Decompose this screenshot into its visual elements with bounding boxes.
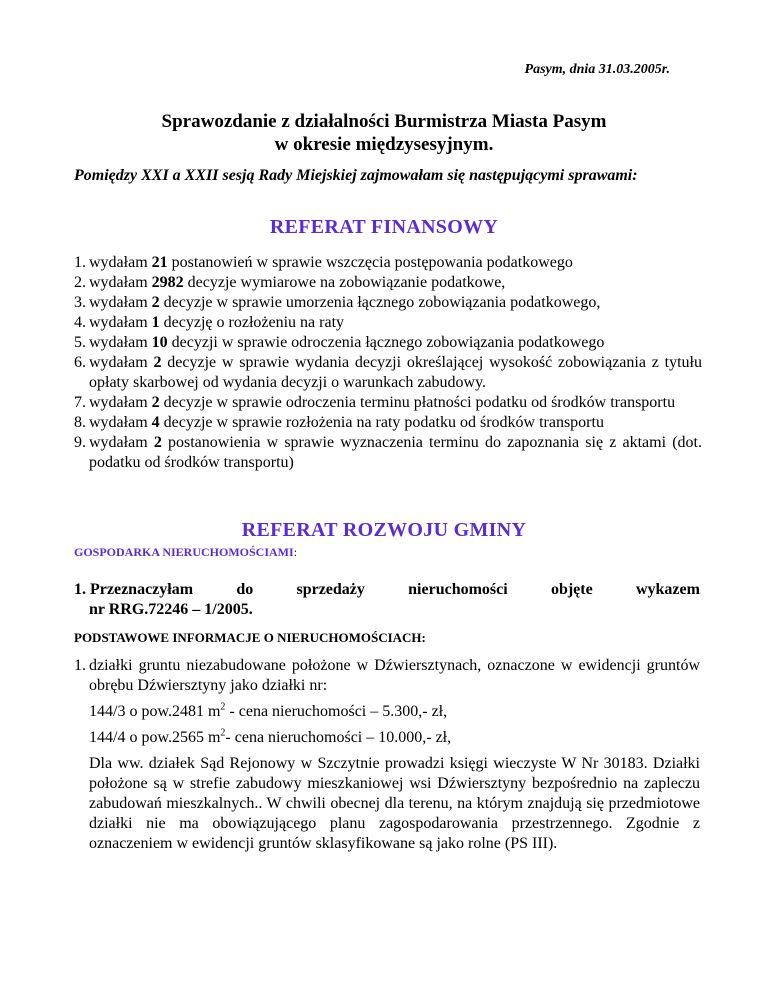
intro-text: Pomiędzy XXI a XXII sesją Rady Miejskiej zajmowałam się następującymi sprawami: [74, 167, 638, 184]
list-item: 2. wydałam 2982 decyzje wymiarowe na zobowiązanie podatkowe, [74, 274, 506, 291]
list-item: 5. wydałam 10 decyzji w sprawie odroczenia łącznego zobowiązania podatkowego [74, 334, 605, 351]
list-item: 9. wydałam 2 postanowienia w sprawie wyznaczenia terminu do zapoznania się z aktami (dot. podatku od środków transportu) [74, 434, 702, 471]
list-item: 8. wydałam 4 decyzje w sprawie rozłożenia na raty podatku od środków transportu [74, 414, 604, 431]
document-title [0, 110, 768, 156]
plot-price-2: 144/4 o pow.2565 $m^2-$ cena nieruchomości – 10.000,- zł, [89, 727, 452, 746]
list-item: 4. wydałam 1 decyzję o rozłożeniu na raty [74, 314, 345, 331]
real-estate-item: 1. Przeznaczyłam do sprzedaży nieruchomości objęte wykazem nr RRG.72246 – 1/2005. [74, 581, 700, 618]
finance-list [74, 253, 702, 473]
property-intro: 1. działki gruntu niezabudowane położone w Dźwiersztynach, oznaczone w ewidencji gruntów obrębu Dźwiersztyny jako działki nr: [74, 657, 700, 694]
list-item: 1. wydałam 21 postanowień w sprawie wszczęcia postępowania podatkowego [74, 254, 573, 271]
plot-price-1: 144/3 o pow.2481 $m^2$ - cena nieruchomości – 5.300,- zł, [89, 701, 448, 720]
title-line-2: w okresie międzysesyjnym. [274, 134, 494, 155]
section-heading-finance: REFERAT FINANSOWY [269, 216, 499, 238]
list-item: 7. wydałam 2 decyzje w sprawie odroczenia terminu płatności podatku od środków transportu [74, 394, 676, 411]
property-description [74, 656, 700, 854]
list-item: 6. wydałam 2 decyzje w sprawie wydania decyzji określającej wysokość zobowiązania z tytułu opłaty skarbowej od wydania decyzji o warunkach zabudowy. [74, 354, 702, 391]
section-heading-development: REFERAT ROZWOJU GMINY [241, 519, 527, 541]
subheading-property-info: PODSTAWOWE INFORMACJE O NIERUCHOMOŚCIACH: [74, 630, 426, 645]
list-item: 3. wydałam 2 decyzje w sprawie umorzenia łącznego zobowiązania podatkowego, [74, 294, 601, 311]
document-date: Pasym, dnia 31.03.2005r. [524, 62, 670, 77]
subheading-real-estate: GOSPODARKA NIERUCHOMOŚCIAMI: [74, 545, 298, 559]
property-details: Dla ww. działek Sąd Rejonowy w Szczytnie prowadzi księgi wieczyste W Nr 30183. Działki położone są w strefie zabudowy mieszkaniowej wsi Dźwiersztyny bezpośrednio na zapleczu zabudowań mieszkalnych.. W chwili obecnej dla terenu, na którym znajdują się przedmiotowe działki nie ma obowiązującego planu zagospodarowania przestrzennego. Zgodnie z oznaczeniem w ewidencji gruntów sklasyfikowane są jako rolne (PS III). [89, 755, 700, 852]
title-line-1: Sprawozdanie z działalności Burmistrza Miasta Pasym [161, 111, 607, 132]
